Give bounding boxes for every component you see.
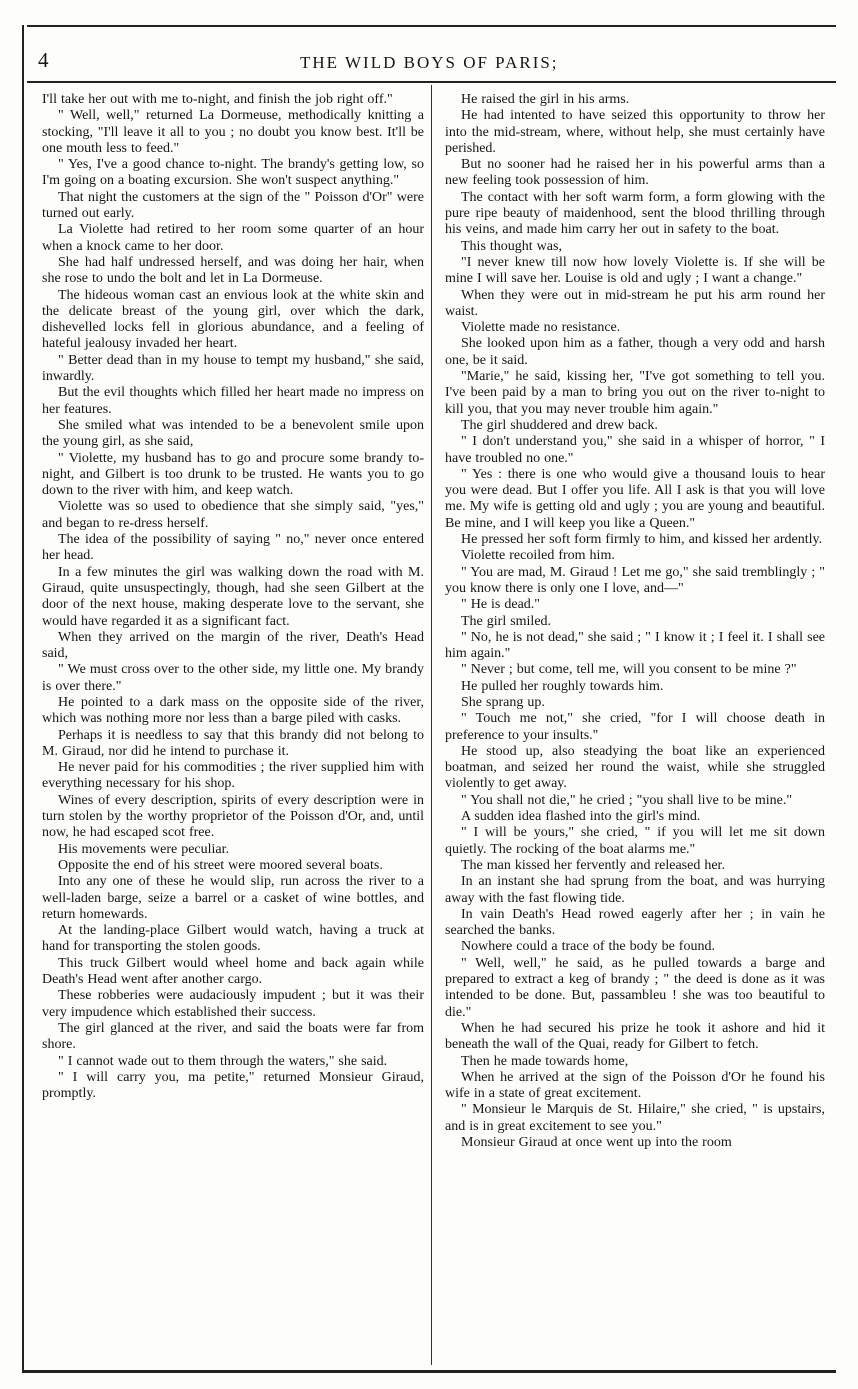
paragraph: He pointed to a dark mass on the opposite side of the river, which was nothing more nor less than a barge piled with casks.	[42, 694, 424, 727]
paragraph: " I cannot wade out to them through the waters," she said.	[58, 1053, 388, 1069]
paragraph: He never paid for his commodities ; the river supplied him with everything necessary for his shop.	[42, 760, 424, 792]
paragraph: " Never ; but come, tell me, will you consent to be mine ?"	[461, 662, 797, 678]
header-rule	[27, 81, 836, 83]
paragraph: " We must cross over to the other side, my little one. My brandy is over there."	[42, 662, 424, 694]
paragraph: Violette recoiled from him.	[461, 548, 615, 564]
paragraph: She smiled what was intended to be a benevolent smile upon the young girl, as she said,	[42, 417, 424, 450]
paragraph: But no sooner had he raised her in his powerful arms than a new feeling took possession of him.	[445, 157, 825, 189]
paragraph: But the evil thoughts which filled her heart made no impress on her features.	[42, 385, 424, 417]
paragraph: She looked upon him as a father, though a very odd and harsh one, be it said.	[445, 336, 825, 368]
page-number: 4	[38, 48, 49, 72]
paragraph: " Better dead than in my house to tempt my husband," she said, inwardly.	[42, 352, 424, 385]
paragraph: In vain Death's Head rowed eagerly after her ; in vain he searched the banks.	[445, 906, 825, 939]
paragraph: This truck Gilbert would wheel home and back again while Death's Head went after another cargo.	[42, 955, 424, 988]
paragraph: " You are mad, M. Giraud ! Let me go," she said tremblingly ; " you know there is only one I love, and—"	[445, 564, 825, 596]
paragraph: " I will be yours," she cried, " if you will let me sit down quietly. The rocking of the boat alarms me."	[445, 825, 825, 857]
right-column	[445, 92, 825, 1151]
column-divider	[431, 85, 432, 1365]
paragraph: "I never knew till now how lovely Violette is. If she will be mine I will save her. Louise is old and ugly ; I want a change."	[445, 254, 825, 287]
paragraph: " Well, well," returned La Dormeuse, methodically knitting a stocking, "I'll leave it all to you ; no doubt you know best. It'll be one mouth less to feed."	[42, 108, 424, 156]
paragraph: A sudden idea flashed into the girl's mind.	[461, 809, 701, 825]
paragraph: Nowhere could a trace of the body be found.	[461, 939, 715, 955]
running-title: THE WILD BOYS OF PARIS;	[300, 53, 559, 72]
paragraph: His movements were peculiar.	[58, 841, 230, 857]
paragraph: The idea of the possibility of saying " no," never once entered her head.	[42, 532, 424, 564]
paragraph: He had intented to have seized this opportunity to throw her into the mid-stream, where, without help, she must certainly have perished.	[445, 108, 825, 156]
paragraph: " I don't understand you," she said in a whisper of horror, " I have troubled no one."	[445, 434, 825, 466]
paragraph: The hideous woman cast an envious look at the white skin and the delicate breast of the young girl, over which the dark, dishevelled locks fell in glorious abundance, and a feeling of hateful jealousy invaded her heart.	[42, 287, 424, 352]
paragraph: He stood up, also steadying the boat like an experienced boatman, and seized her round the waist, while she struggled violently to get away.	[445, 743, 825, 792]
paragraph: Monsieur Giraud at once went up into the room	[461, 1135, 732, 1150]
paragraph: La Violette had retired to her room some quarter of an hour when a knock came to her door.	[42, 222, 424, 254]
paragraph: " He is dead."	[461, 597, 541, 613]
paragraph: She had half undressed herself, and was doing her hair, when she rose to undo the bolt and let in La Dormeuse.	[42, 254, 424, 287]
paragraph: " I will carry you, ma petite," returned Monsieur Giraud, promptly.	[42, 1069, 424, 1102]
paragraph: That night the customers at the sign of the " Poisson d'Or" were turned out early.	[42, 189, 424, 222]
paragraph: Perhaps it is needless to say that this brandy did not belong to M. Giraud, nor did he intend to purchase it.	[42, 727, 424, 759]
top-rule	[27, 25, 836, 27]
paragraph: " You shall not die," he cried ; "you shall live to be mine."	[461, 792, 793, 808]
paragraph: " Yes : there is one who would give a thousand louis to hear you were dead. But I offer you life. All I ask is that you will love me. My wife is getting old and ugly ; you are young and beautiful. Be mine, and I will keep you like a Queen."	[445, 466, 825, 531]
paragraph: This thought was,	[461, 238, 562, 254]
paragraph: " No, he is not dead," she said ; " I know it ; I feel it. I shall see him again."	[445, 629, 825, 662]
paragraph: Violette was so used to obedience that she simply said, "yes," and began to re-dress herself.	[42, 499, 424, 531]
paragraph: Opposite the end of his street were moored several boats.	[58, 857, 383, 873]
paragraph: She sprang up.	[461, 694, 545, 710]
paragraph: These robberies were audaciously impudent ; but it was their very impudence which established their success.	[42, 988, 424, 1020]
paragraph: " Well, well," he said, as he pulled towards a barge and prepared to extract a keg of brandy ; " the deed is done as it was intended to be done. But, passambleu ! she was too beautiful to die."	[445, 955, 825, 1020]
paragraph: He raised the girl in his arms.	[461, 92, 630, 107]
paragraph: The girl shuddered and drew back.	[461, 417, 658, 433]
paragraph: When he had secured his prize he took it ashore and hid it beneath the wall of the Quai, ready for Gilbert to fetch.	[445, 1020, 825, 1053]
bottom-rule	[22, 1370, 836, 1373]
paragraph: Violette made no resistance.	[461, 320, 621, 336]
paragraph: He pressed her soft form firmly to him, and kissed her ardently.	[461, 532, 823, 548]
paragraph: When he arrived at the sign of the Poisson d'Or he found his wife in a state of great excitement.	[445, 1069, 825, 1102]
paragraph: " Violette, my husband has to go and procure some brandy to-night, and Gilbert is too drunk to be trusted. He wants you to go down to the river with him, and keep watch.	[42, 450, 424, 499]
paragraph: At the landing-place Gilbert would watch, having a truck at hand for transporting the stolen goods.	[42, 923, 424, 955]
paragraph: Then he made towards home,	[461, 1053, 629, 1069]
paragraph: The contact with her soft warm form, a form glowing with the pure ripe beauty of maidenhood, sent the blood thrilling through his veins, and made him carry her out in safety to the boat.	[445, 189, 825, 238]
paragraph: " Yes, I've a good chance to-night. The brandy's getting low, so I'm going on a boating excursion. She won't suspect anything."	[42, 157, 424, 189]
paragraph: "Marie," he said, kissing her, "I've got something to tell you. I've been paid by a man to bring you out on the river to-night to kill you, that you may never trouble him again."	[445, 369, 825, 417]
paragraph: The man kissed her fervently and released her.	[461, 857, 725, 873]
left-column	[42, 92, 424, 1102]
paragraph: In an instant she had sprung from the boat, and was hurrying away with the fast flowing tide.	[445, 874, 825, 906]
paragraph: The girl glanced at the river, and said the boats were far from shore.	[42, 1020, 424, 1053]
left-border	[22, 25, 24, 1370]
paragraph: " Touch me not," she cried, "for I will choose death in preference to your insults."	[445, 711, 825, 743]
paragraph: In a few minutes the girl was walking down the road with M. Giraud, quite unsuspectingly, though, had she seen Gilbert at the door of the next house, making desperate love to the servant, she would have regarded it as a significant fact.	[42, 564, 424, 629]
paragraph: Wines of every description, spirits of every description were in turn stolen by the worthy proprietor of the Poisson d'Or, and, until now, he had escaped scot free.	[42, 792, 424, 841]
paragraph: Into any one of these he would slip, run across the river to a well-laden barge, seize a barrel or a casket of wine bottles, and return homewards.	[42, 874, 424, 922]
paragraph: He pulled her roughly towards him.	[461, 678, 664, 694]
paragraph: When they arrived on the margin of the river, Death's Head said,	[42, 629, 424, 662]
paragraph: I'll take her out with me to-night, and finish the job right off."	[42, 92, 393, 107]
paragraph: The girl smiled.	[461, 613, 552, 629]
paragraph: " Monsieur le Marquis de St. Hilaire," she cried, " is upstairs, and is in great excitement to see you."	[445, 1102, 825, 1134]
paragraph: When they were out in mid-stream he put his arm round her waist.	[445, 287, 825, 319]
